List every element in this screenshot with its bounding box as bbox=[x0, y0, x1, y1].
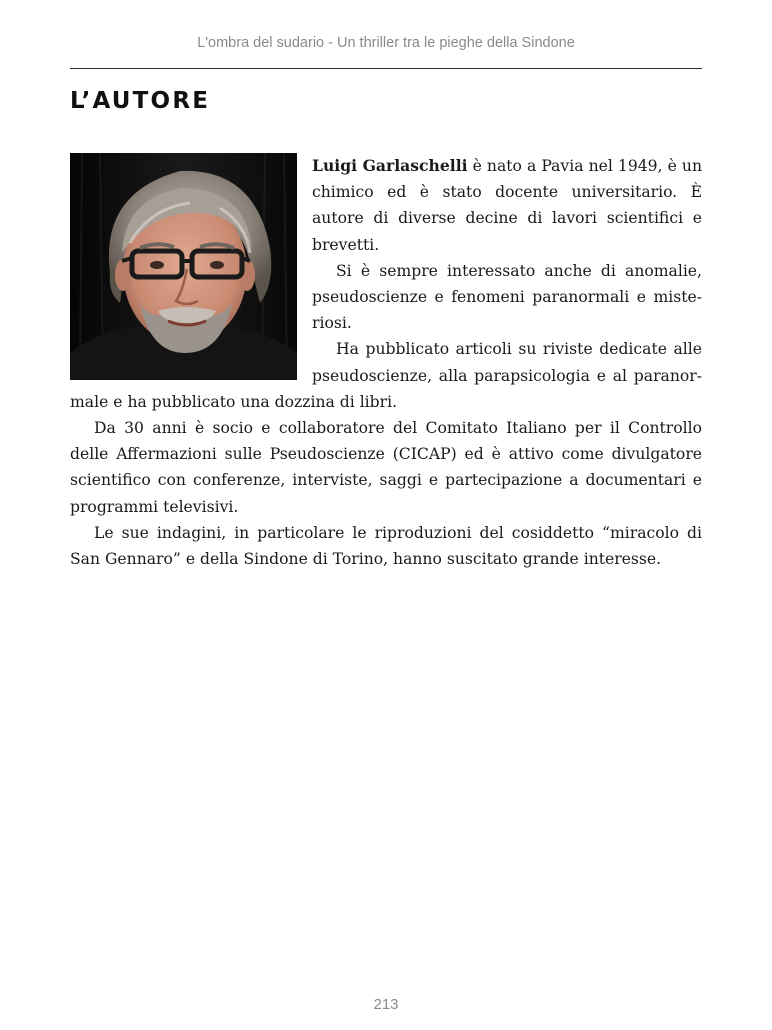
paragraph-5: Le sue indagini, in particolare le riproduzioni del cosiddetto “miracolo di San Gennaro” e della Sindone di Torino, hanno suscitato grande interesse. bbox=[70, 523, 702, 569]
chapter-title: L’AUTORE bbox=[70, 88, 211, 114]
author-name: Luigi Garlaschelli bbox=[312, 156, 468, 175]
page-number: 213 bbox=[373, 996, 399, 1013]
paragraph-4: Da 30 anni è socio e collaboratore del Comitato Italiano per il Controllo delle Affermazioni sulle Pseudoscienze (CICAP) ed è attivo come divulgatore scientifico con conferenze, interviste, saggi e partecipazione a documentari e programmi televisivi. bbox=[70, 419, 702, 516]
paragraph-2: Si è sempre interessato anche di anomalie, pseudoscienze e fenomeni paranormali e misteriosi. bbox=[312, 261, 702, 333]
header-divider bbox=[70, 68, 702, 69]
author-portrait bbox=[70, 153, 297, 380]
author-portrait-illustration bbox=[70, 153, 297, 380]
running-header: L'ombra del sudario - Un thriller tra le pieghe della Sindone bbox=[197, 35, 575, 51]
paragraph-1-text: è nato a Pavia nel 1949, è un chimico ed è stato docente universitario. È autore di diverse decine di lavori scientifici e brevetti. bbox=[312, 157, 702, 254]
body-text bbox=[70, 153, 702, 572]
paragraph-3: Ha pubblicato articoli su riviste dedicate alle pseudoscienze, alla parapsicologia e al paranormale e ha pubblicato una dozzina di libri. bbox=[70, 340, 702, 411]
